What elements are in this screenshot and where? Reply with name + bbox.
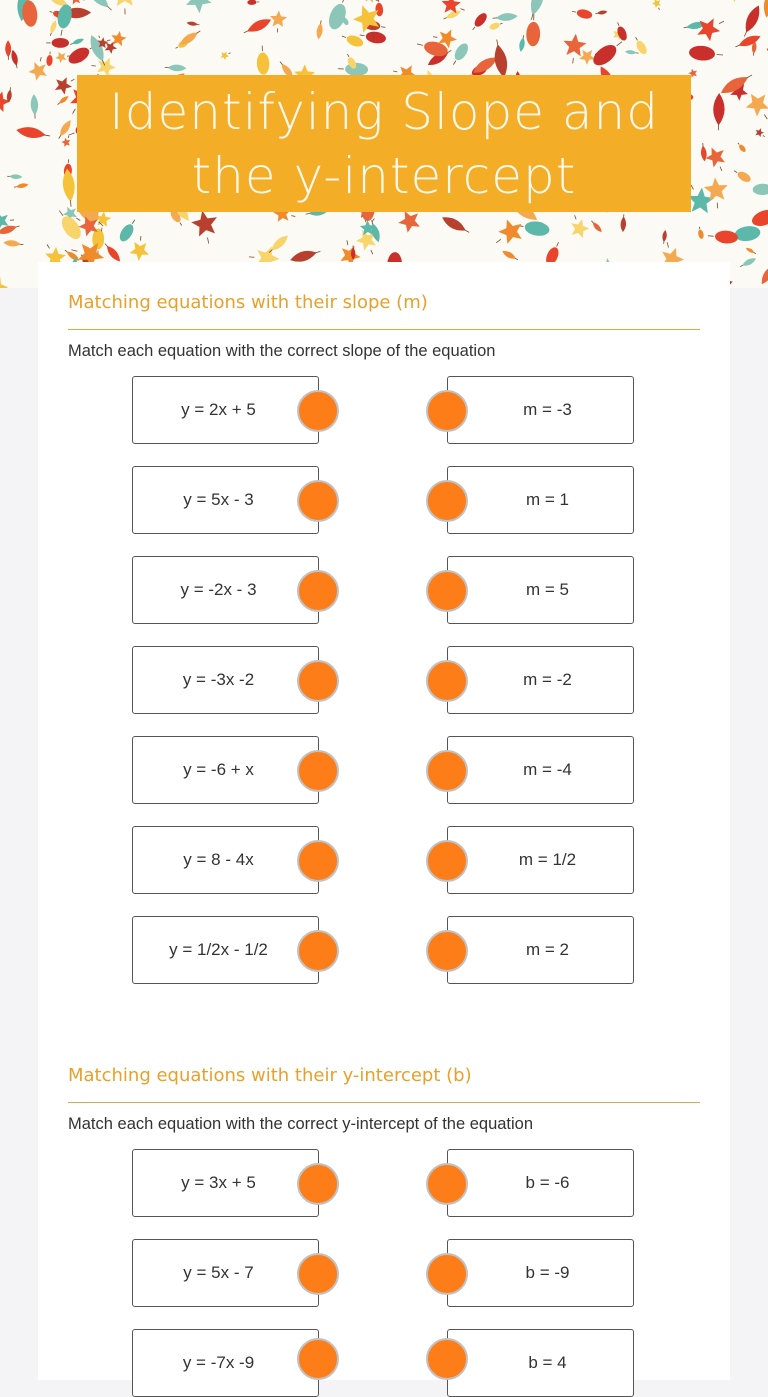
title-box (77, 75, 691, 212)
instruction-slope: Match each equation with the correct slope of the equation (68, 342, 495, 361)
answer-box: b = 4 (447, 1329, 634, 1397)
answer-box: m = 1/2 (447, 826, 634, 894)
match-handle-right[interactable] (426, 930, 468, 972)
section-divider (68, 1102, 700, 1103)
equation-box: y = 5x - 3 (132, 466, 319, 534)
equation-box: y = 5x - 7 (132, 1239, 319, 1307)
equation-box: y = -6 + x (132, 736, 319, 804)
match-handle-left[interactable] (297, 1253, 339, 1295)
match-handle-left[interactable] (297, 930, 339, 972)
section-heading-slope: Matching equations with their slope (m) (68, 292, 428, 313)
answer-box: m = -2 (447, 646, 634, 714)
answer-box: b = -6 (447, 1149, 634, 1217)
section-divider (68, 329, 700, 330)
answer-box: m = -3 (447, 376, 634, 444)
worksheet (38, 262, 730, 1380)
match-handle-right[interactable] (426, 1338, 468, 1380)
header-banner (0, 0, 768, 288)
instruction-intercept: Match each equation with the correct y-intercept of the equation (68, 1115, 533, 1134)
match-handle-left[interactable] (297, 570, 339, 612)
match-handle-left[interactable] (297, 1163, 339, 1205)
match-handle-left[interactable] (297, 1338, 339, 1380)
answer-box: m = 5 (447, 556, 634, 624)
answer-box: m = 2 (447, 916, 634, 984)
match-handle-right[interactable] (426, 480, 468, 522)
equation-box: y = 1/2x - 1/2 (132, 916, 319, 984)
match-handle-left[interactable] (297, 660, 339, 702)
equation-box: y = 8 - 4x (132, 826, 319, 894)
match-handle-left[interactable] (297, 840, 339, 882)
match-handle-right[interactable] (426, 840, 468, 882)
equation-box: y = -2x - 3 (132, 556, 319, 624)
answer-box: m = -4 (447, 736, 634, 804)
equation-box: y = 2x + 5 (132, 376, 319, 444)
match-handle-right[interactable] (426, 390, 468, 432)
equation-box: y = -3x -2 (132, 646, 319, 714)
equation-box: y = 3x + 5 (132, 1149, 319, 1217)
answer-box: b = -9 (447, 1239, 634, 1307)
match-handle-right[interactable] (426, 660, 468, 702)
match-handle-right[interactable] (426, 570, 468, 612)
answer-box: m = 1 (447, 466, 634, 534)
match-handle-left[interactable] (297, 390, 339, 432)
section-heading-intercept: Matching equations with their y-intercept (b) (68, 1065, 472, 1086)
match-handle-right[interactable] (426, 1163, 468, 1205)
equation-box: y = -7x -9 (132, 1329, 319, 1397)
match-handle-left[interactable] (297, 480, 339, 522)
match-handle-right[interactable] (426, 1253, 468, 1295)
match-handle-left[interactable] (297, 750, 339, 792)
match-handle-right[interactable] (426, 750, 468, 792)
page-title: Identifying Slope and the y-intercept (104, 80, 664, 208)
